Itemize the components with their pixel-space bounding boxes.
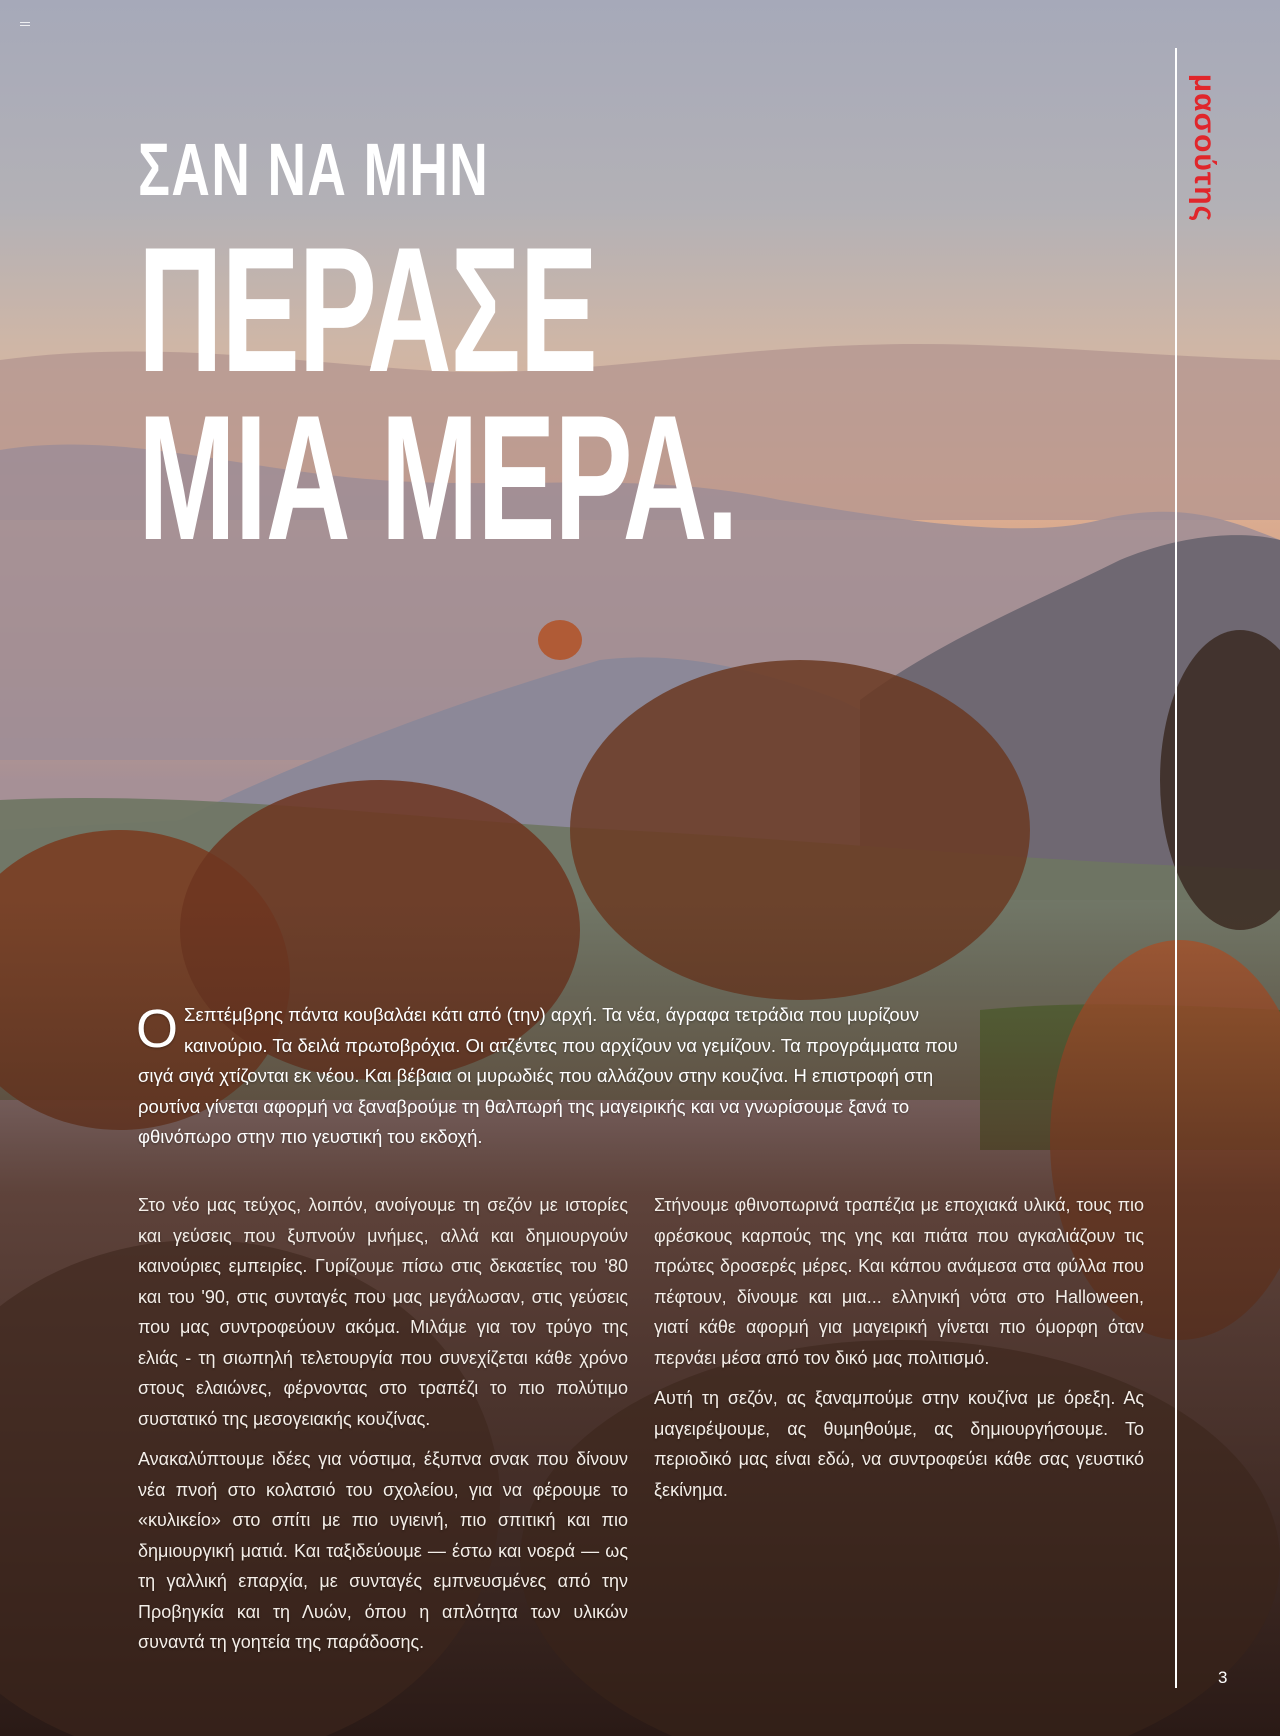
- body-column-left: [138, 1190, 628, 1668]
- body-paragraph: Στήνουμε φθινοπωρινά τραπέζια με εποχιακά υλικά, τους πιο φρέσκους καρπούς της γης και πιάτα που αγκαλιάζουν τις πρώτες δροσερές μέρες. Και κάπου ανάμεσα στα φύλλα που πέφτουν, δίνουμε και μια... ελληνική νότα στο Halloween, γιατί κάθε αφορμή για μαγειρική γίνεται πιο όμορφη όταν περνάει μέσα από τον δικό μας πολιτισμό.: [654, 1195, 1144, 1368]
- headline-line-2: ΠΕΡΑΣΕ: [138, 210, 597, 409]
- headline: [138, 128, 858, 577]
- body-column-right: [654, 1190, 1144, 1515]
- vertical-rule: [1175, 48, 1177, 1688]
- page-number: 3: [1218, 1668, 1228, 1687]
- body-paragraph: Αυτή τη σεζόν, ας ξαναμπούμε στην κουζίνα με όρεξη. Ας μαγειρέψουμε, ας θυμηθούμε, ας δημιουργήσουμε. Το περιοδικό μας είναι εδώ, να συντροφεύει κάθε σας γευστικό ξεκίνημα.: [654, 1388, 1144, 1500]
- headline-line-1: ΣΑΝ ΝΑ ΜΗΝ: [138, 128, 490, 211]
- menu-icon[interactable]: [20, 22, 30, 28]
- headline-line-3: ΜΙΑ ΜΕΡΑ.: [138, 378, 738, 577]
- body-paragraph: Στο νέο μας τεύχος, λοιπόν, ανοίγουμε τη σεζόν με ιστορίες και γεύσεις που ξυπνούν μνήμες, αλλά και δημιουργούν καινούριες εμπειρίες. Γυρίζουμε πίσω στις δεκαετίες του '80 και του '90, στις συνταγές που μας μεγάλωσαν, στις γεύσεις που μας συντροφεύουν ακόμα. Μιλάμε για τον τρύγο της ελιάς - τη σιωπηλή τελετουργία που συνεχίζεται κάθε χρόνο στους ελαιώνες, φέρνοντας στο τραπέζι το πιο πολύτιμο συστατικό της μεσογειακής κουζίνας.: [138, 1195, 628, 1429]
- body-paragraph: Ανακαλύπτουμε ιδέες για νόστιμα, έξυπνα σνακ που δίνουν νέα πνοή στο κολατσιό του σχολείου, για να φέρουμε το «κυλικείο» στο σπίτι με πιο υγιεινή, πιο σπιτική και πιο δημιουργική ματιά. Και ταξιδεύουμε — έστω και νοερά — ως τη γαλλική επαρχία, με συνταγές εμπνευσμένες από την Προβηγκία και τη Λυών, όπου η απλότητα των υλικών συναντά τη γοητεία της παράδοσης.: [138, 1449, 628, 1652]
- brand-logo: μασούτης: [1188, 73, 1221, 223]
- intro-paragraph: [138, 1000, 978, 1153]
- intro-text: Σεπτέμβρης πάντα κουβαλάει κάτι από (την) αρχή. Τα νέα, άγραφα τετράδια που μυρίζουν καινούριο. Τα δειλά πρωτοβρόχια. Οι ατζέντες που αρχίζουν να γεμίζουν. Τα προγράμματα που σιγά σιγά χτίζονται εκ νέου. Και βέβαια οι μυρωδιές που αλλάζουν στην κουζίνα. Η επιστροφή στη ρουτίνα γίνεται αφορμή να ξαναβρούμε τη θαλπωρή της μαγειρικής και να γνωρίσουμε ξανά το φθινόπωρο στην πιο γευστική του εκδοχή.: [138, 1004, 958, 1147]
- drop-cap: Ο: [136, 999, 179, 1059]
